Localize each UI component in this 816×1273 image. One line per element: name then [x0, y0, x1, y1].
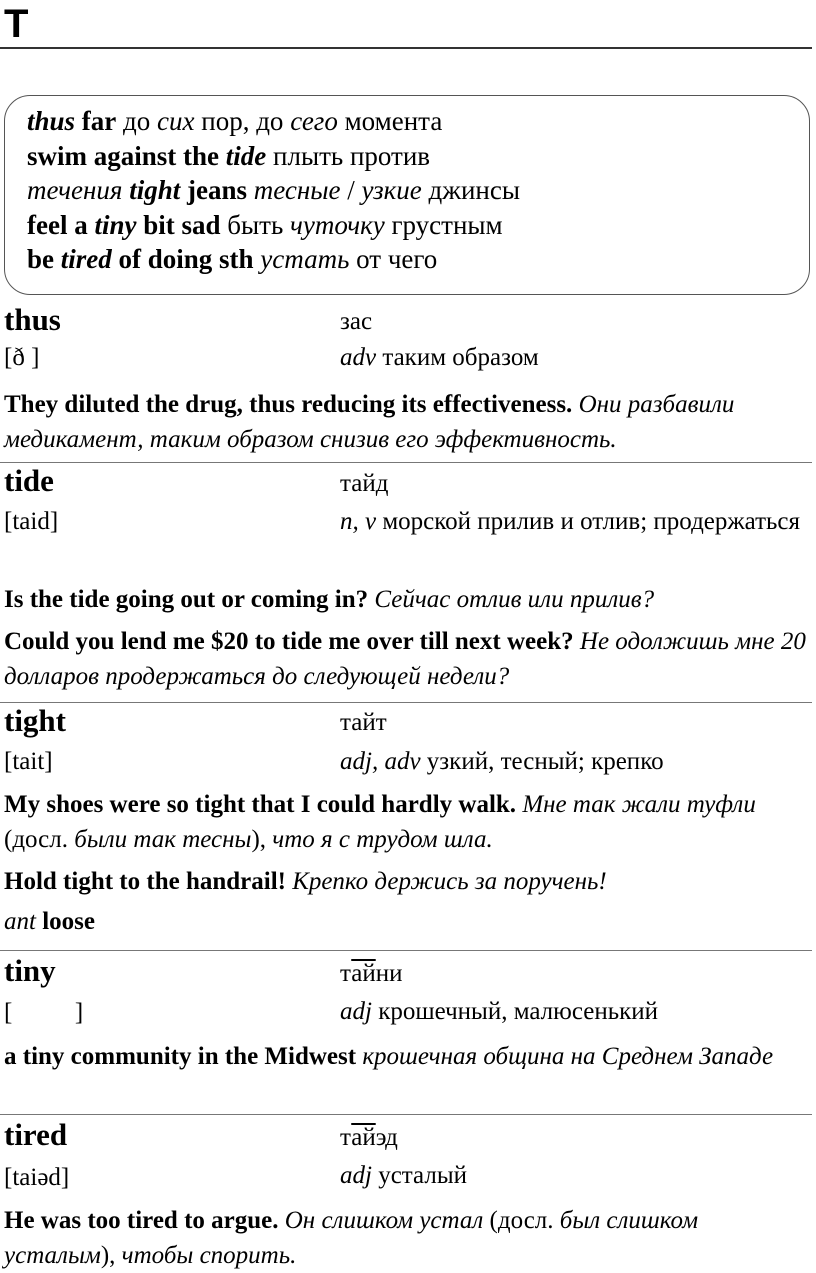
- text-run: be: [27, 244, 61, 274]
- headword: tide: [4, 463, 54, 498]
- example: [4, 582, 812, 617]
- text-run: чтобы спорить.: [121, 1242, 297, 1269]
- definition: [340, 1159, 810, 1193]
- text-run: Не одолжишь мне 20 долларов продержаться до следующей недели?: [4, 628, 806, 690]
- part-of-speech: n, v: [340, 508, 377, 535]
- pronunciation-part: т: [340, 960, 352, 987]
- text-run: ant: [4, 908, 36, 935]
- text-run: loose: [35, 908, 95, 935]
- entry-tiny: [0, 952, 812, 1070]
- text-run: сих: [157, 106, 195, 136]
- text-run: (досл.: [4, 826, 75, 853]
- headword: tiny: [4, 953, 56, 988]
- text-run: Сейчас отлив или прилив?: [368, 586, 655, 613]
- part-of-speech: adj: [340, 1162, 372, 1189]
- example: [4, 387, 812, 457]
- text-run: быть: [220, 209, 291, 240]
- definition: [340, 505, 810, 539]
- text-run: (досл.: [483, 1207, 560, 1234]
- stressed-syllable: ай: [351, 960, 376, 987]
- text-run: My shoes were so tight that I could hardly walk.: [4, 791, 517, 818]
- ipa-transcription: [ð ]: [4, 344, 40, 371]
- ipa-transcription: [taid]: [4, 508, 59, 535]
- entry-tide: [0, 462, 812, 690]
- text-run: пор, до: [194, 106, 291, 136]
- phrase-line: [27, 242, 809, 277]
- entry-divider: [0, 1114, 812, 1115]
- part-of-speech: adv: [340, 344, 377, 371]
- russian-pronunciation: [340, 955, 402, 993]
- text-run: устать: [260, 244, 350, 274]
- text-run: ),: [100, 1242, 122, 1269]
- text-run: /: [340, 175, 362, 205]
- russian-pronunciation: зас: [340, 308, 373, 335]
- headword: tight: [4, 703, 66, 738]
- text-run: Is the tide going out or coming in?: [4, 586, 369, 613]
- text-run: jeans: [180, 175, 254, 205]
- definition: [340, 341, 810, 375]
- pronunciation-part: ни: [375, 960, 403, 987]
- text-run: of doing sth: [111, 244, 254, 274]
- text-run: far: [75, 106, 117, 136]
- phrase-line: [27, 173, 809, 208]
- text-run: tiny: [94, 209, 137, 240]
- text-run: Крепко держись за поручень!: [285, 868, 607, 895]
- text-run: узкие: [361, 175, 422, 205]
- definition-text: крошечный, малюсенький: [371, 998, 659, 1025]
- russian-pronunciation: [340, 1119, 398, 1157]
- text-run: tide: [225, 140, 267, 171]
- example: [4, 1203, 812, 1273]
- phrase-box: [4, 95, 810, 295]
- phrase-line: [27, 104, 809, 139]
- pronunciation-part: эд: [375, 1124, 398, 1151]
- phrase-line: [27, 208, 809, 243]
- text-run: был слишком усталым: [4, 1207, 699, 1269]
- russian-pronunciation: тайт: [340, 709, 387, 736]
- text-run: ),: [251, 826, 273, 853]
- text-run: bit sad: [136, 209, 221, 240]
- part-of-speech: adj: [340, 998, 372, 1025]
- pronunciation-part: т: [340, 1124, 352, 1151]
- section-letter: T: [4, 2, 29, 46]
- text-run: чуточку: [290, 209, 385, 240]
- text-run: до: [116, 106, 158, 136]
- text-run: swim against the: [27, 140, 226, 171]
- definition-text: усталый: [371, 1162, 467, 1189]
- example: [4, 864, 812, 899]
- example: [4, 787, 812, 857]
- ipa-transcription: [taiəd]: [4, 1164, 70, 1191]
- example: [4, 904, 812, 939]
- text-run: тесные: [253, 175, 341, 205]
- definition: [340, 745, 810, 779]
- entry-tired: [0, 1116, 812, 1269]
- text-run: плыть против: [266, 140, 431, 171]
- text-run: He was too tired to argue.: [4, 1207, 279, 1234]
- entry-tight: [0, 702, 812, 935]
- text-run: Они разбавили медикамент, таким образом снизив его эффективность.: [4, 391, 735, 453]
- ipa-transcription: [tait]: [4, 748, 53, 775]
- text-run: feel a: [27, 209, 95, 240]
- text-run: джинсы: [421, 175, 520, 205]
- definition-text: таким образом: [376, 344, 539, 371]
- text-run: течения: [27, 175, 130, 205]
- ipa-transcription: [ ]: [4, 999, 84, 1026]
- text-run: были так тесны: [74, 826, 252, 853]
- definition-text: морской прилив и отлив; продержаться: [376, 508, 801, 535]
- text-run: от чего: [349, 244, 438, 274]
- definition-text: узкий, тесный; крепко: [420, 748, 664, 775]
- text-run: момента: [337, 106, 443, 136]
- headword: tired: [4, 1117, 68, 1152]
- text-run: tired: [60, 244, 112, 274]
- stressed-syllable: ай: [351, 1124, 376, 1151]
- headword: thus: [4, 302, 61, 337]
- text-run: крошечная община на Среднем Западе: [356, 1043, 774, 1070]
- text-run: Мне так жали туфли: [516, 791, 756, 818]
- text-run: что я с трудом шла.: [272, 826, 493, 853]
- text-run: a tiny community in the Midwest: [4, 1043, 357, 1070]
- definition: [340, 995, 810, 1029]
- text-run: сего: [290, 106, 338, 136]
- text-run: Он слишком устал: [278, 1207, 484, 1234]
- text-run: Could you lend me $20 to tide me over till next week?: [4, 628, 574, 655]
- header-divider: [0, 47, 812, 49]
- text-run: thus: [27, 106, 76, 136]
- text-run: tight: [129, 175, 181, 205]
- example: [4, 624, 812, 694]
- example: [4, 1039, 812, 1074]
- text-run: Hold tight to the handrail!: [4, 868, 286, 895]
- text-run: They diluted the drug, thus reducing its effectiveness.: [4, 391, 573, 418]
- russian-pronunciation: тайд: [340, 470, 389, 497]
- entry-divider: [0, 950, 812, 951]
- text-run: грустным: [384, 209, 503, 240]
- phrase-line: [27, 139, 809, 174]
- entry-thus: [0, 301, 812, 453]
- part-of-speech: adj, adv: [340, 748, 421, 775]
